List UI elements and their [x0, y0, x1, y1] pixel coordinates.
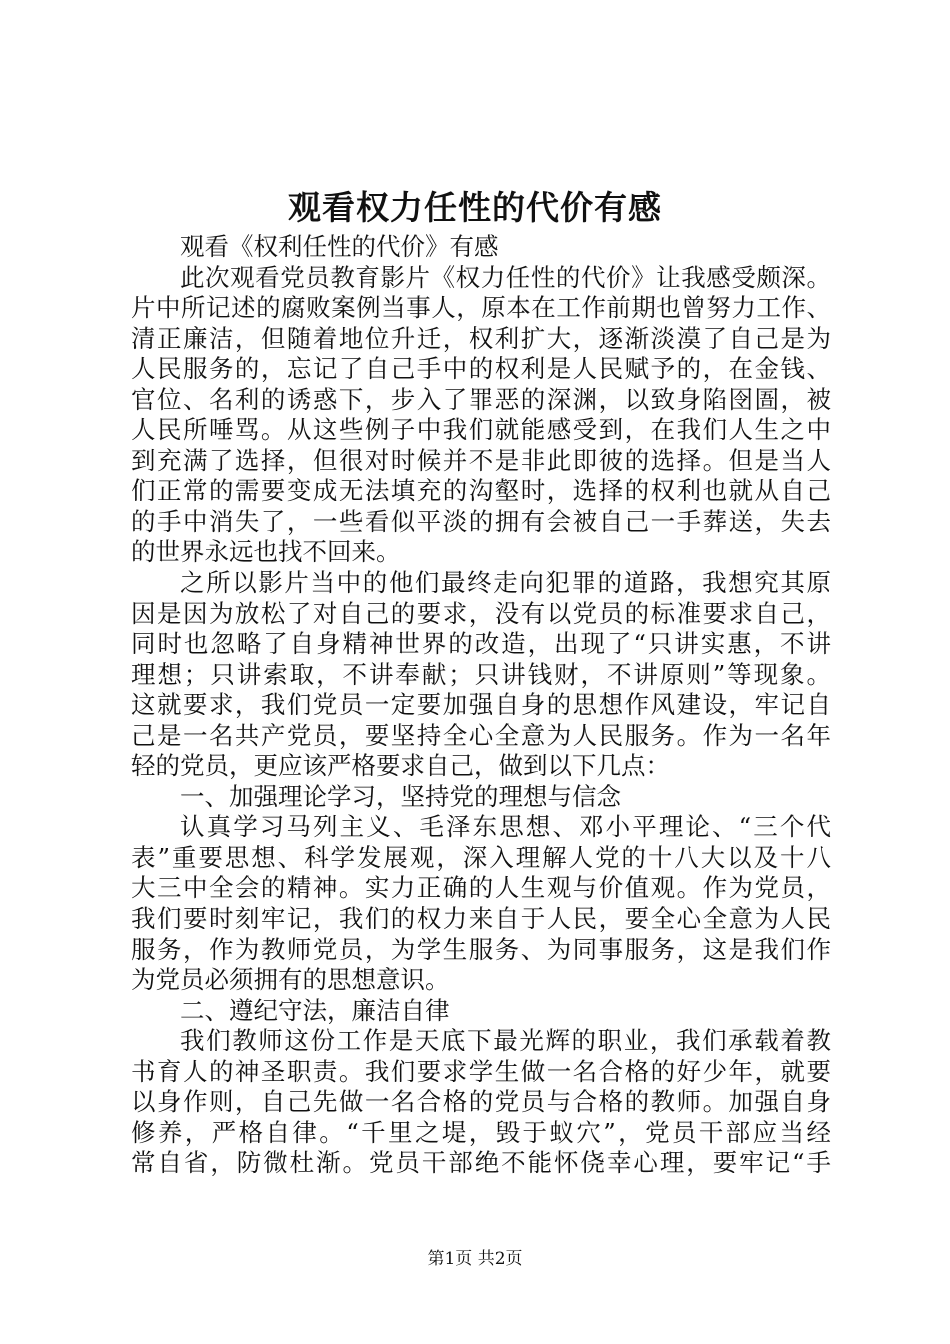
text-line: 书育人的神圣职责。我们要求学生做一名合格的好少年，就要 — [131, 1056, 831, 1086]
text-line: 之所以影片当中的他们最终走向犯罪的道路，我想究其原 — [180, 568, 831, 598]
text-line: 认真学习马列主义、毛泽东思想、邓小平理论、“三个代 — [180, 812, 831, 842]
page-footer: 第1页 共2页 — [427, 1249, 523, 1269]
document-body — [131, 232, 831, 1179]
text-line: 这就要求，我们党员一定要加强自身的思想作风建设，牢记自 — [131, 690, 831, 720]
text-line: 己是一名共产党员，要坚持全心全意为人民服务。作为一名年 — [131, 720, 831, 750]
text-line: 我们要时刻牢记，我们的权力来自于人民，要全心全意为人民 — [131, 904, 831, 934]
text-line: 以身作则，自己先做一名合格的党员与合格的教师。加强自身 — [131, 1087, 831, 1117]
text-line: 常自省，防微杜渐。党员干部绝不能怀侥幸心理，要牢记“手 — [131, 1148, 831, 1178]
document-title: 观看权力任性的代价有感 — [288, 188, 662, 227]
text-line: 们正常的需要变成无法填充的沟壑时，选择的权利也就从自己 — [131, 476, 831, 506]
text-line: 轻的党员，更应该严格要求自己，做到以下几点： — [131, 751, 670, 781]
text-line: 观看《权利任性的代价》有感 — [180, 232, 499, 261]
text-line: 为党员必须拥有的思想意识。 — [131, 965, 450, 995]
text-line: 因是因为放松了对自己的要求，没有以党员的标准要求自己， — [131, 598, 831, 628]
text-line: 人民所唾骂。从这些例子中我们就能感受到，在我们人生之中 — [131, 415, 831, 445]
text-line: 大三中全会的精神。实力正确的人生观与价值观。作为党员， — [131, 873, 831, 903]
text-line: 同时也忽略了自身精神世界的改造，出现了“只讲实惠，不讲 — [131, 629, 831, 659]
text-line: 一、加强理论学习，坚持党的理想与信念 — [180, 781, 621, 811]
text-line: 片中所记述的腐败案例当事人，原本在工作前期也曾努力工作、 — [131, 293, 831, 323]
text-line: 修养，严格自律。“千里之堤，毁于蚁穴”，党员干部应当经 — [131, 1117, 831, 1147]
text-line: 二、遵纪守法，廉洁自律 — [180, 995, 450, 1025]
text-line: 到充满了选择，但很对时候并不是非此即彼的选择。但是当人 — [131, 445, 831, 475]
text-line: 的世界永远也找不回来。 — [131, 537, 401, 567]
text-line: 服务，作为教师党员，为学生服务、为同事服务，这是我们作 — [131, 934, 831, 964]
text-line: 此次观看党员教育影片《权力任性的代价》让我感受颇深。 — [180, 262, 831, 292]
text-line: 理想；只讲索取，不讲奉献；只讲钱财，不讲原则”等现象。 — [131, 659, 831, 689]
text-line: 清正廉洁，但随着地位升迁，权利扩大，逐渐淡漠了自己是为 — [131, 323, 831, 353]
text-line: 表”重要思想、科学发展观，深入理解人党的十八大以及十八 — [131, 842, 831, 872]
text-line: 人民服务的，忘记了自己手中的权利是人民赋予的，在金钱、 — [131, 354, 831, 384]
text-line: 官位、名利的诱惑下，步入了罪恶的深渊，以致身陷囹圄，被 — [131, 384, 831, 414]
text-line: 的手中消失了，一些看似平淡的拥有会被自己一手葬送，失去 — [131, 506, 831, 536]
text-line: 我们教师这份工作是天底下最光辉的职业，我们承载着教 — [180, 1026, 831, 1056]
